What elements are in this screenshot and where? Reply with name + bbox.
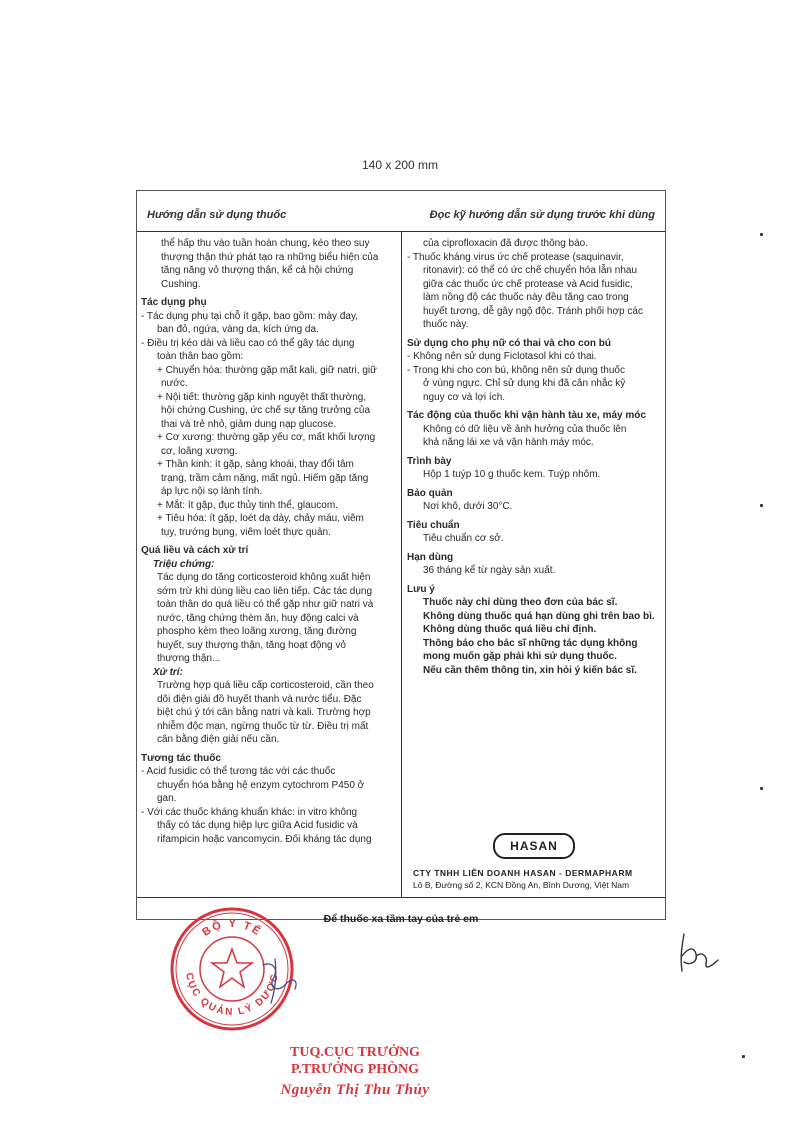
note-line: mong muốn gặp phải khi sử dụng thuốc. bbox=[423, 651, 617, 662]
text-line: + Chuyển hóa: thường gặp mất kali, giữ natri, giữ bbox=[157, 364, 377, 376]
company-info bbox=[413, 867, 663, 891]
leaflet-panel bbox=[136, 190, 666, 925]
text-line: - Tác dụng phụ tại chỗ ít gặp, bao gồm: mày đay, bbox=[141, 310, 358, 322]
overdose-title: Quá liều và cách xử trí bbox=[141, 545, 249, 556]
expiry-title: Hạn dùng bbox=[407, 551, 454, 563]
text-line: + Cơ xương: thường gặp yếu cơ, mất khối lượng bbox=[157, 432, 376, 443]
text-line: ritonavir): có thể có ức chế chuyển hóa lẫn nhau bbox=[423, 265, 638, 276]
text-line: toàn thân bao gồm: bbox=[157, 351, 244, 362]
seal-signature bbox=[255, 955, 315, 1005]
intro-line: thượng thận thứ phát tạo ra những biểu hiện của bbox=[161, 251, 379, 263]
text-line: ở vùng ngực. Chỉ sử dụng khi đã cân nhắc kỹ bbox=[423, 378, 626, 389]
text-line: ban đỏ, ngứa, vàng da, kích ứng da. bbox=[157, 324, 319, 335]
expiry-text: 36 tháng kể từ ngày sản xuất. bbox=[423, 565, 556, 576]
text-line: áp lực nội sọ lành tính. bbox=[161, 486, 263, 497]
text-line: Tác dụng do tăng corticosteroid không xuất hiện bbox=[157, 572, 371, 583]
company-name: CTY TNHH LIÊN DOANH HASAN - DERMAPHARM bbox=[413, 868, 633, 878]
seal-text-bottom: CỤC QUẢN LÝ DƯỢC bbox=[183, 971, 281, 1019]
packaging-title: Trình bày bbox=[407, 455, 452, 467]
right-column bbox=[407, 237, 661, 677]
text-line: + Mắt: ít gặp, đục thủy tinh thể, glaucom. bbox=[157, 499, 338, 511]
note-line: Không dùng thuốc quá hạn dùng ghi trên bao bì. bbox=[423, 610, 655, 622]
text-line: dõi điện giải đồ huyết thanh và nước tiểu. Đặc bbox=[157, 693, 362, 705]
text-line: thuốc này. bbox=[423, 319, 469, 330]
standard-text: Tiêu chuẩn cơ sở. bbox=[423, 533, 504, 544]
text-line: biệt chú ý tới cân bằng natri và kali. Trường hợp bbox=[157, 707, 371, 718]
company-address: Lô B, Đường số 2, KCN Đồng An, Bình Dương, Việt Nam bbox=[413, 880, 630, 890]
note-line: Nếu cần thêm thông tin, xin hỏi ý kiến bác sĩ. bbox=[423, 664, 637, 676]
text-line: làm nồng độ các thuốc này đều tăng cao trong bbox=[423, 292, 629, 303]
header-left: Hướng dẫn sử dụng thuốc bbox=[147, 209, 287, 221]
column-divider bbox=[401, 232, 402, 897]
note-line: Thuốc này chỉ dùng theo đơn của bác sĩ. bbox=[423, 597, 618, 608]
pregnancy-title: Sử dụng cho phụ nữ có thai và cho con bú bbox=[407, 337, 611, 349]
text-line: thai và trẻ nhỏ, giảm dung nạp glucose. bbox=[161, 418, 337, 430]
text-line: sớm trừ khi dùng liều cao liên tiếp. Các tác dụng bbox=[157, 585, 373, 597]
official-signature-block bbox=[255, 1045, 455, 1099]
text-line: huyết tương, dễ gây ngộ độc. Tránh phối hợp các bbox=[423, 305, 643, 317]
text-line: + Tiêu hóa: ít gặp, loét dạ dày, chảy máu, viêm bbox=[157, 513, 364, 524]
official-title-2: P.TRƯỞNG PHÒNG bbox=[290, 1062, 420, 1077]
text-line: + Nội tiết: thường gặp kinh nguyệt thất thường, bbox=[157, 391, 367, 403]
packaging-text: Hộp 1 tuýp 10 g thuốc kem. Tuýp nhôm. bbox=[423, 469, 601, 480]
standard-title: Tiêu chuẩn bbox=[407, 519, 460, 531]
scan-speck bbox=[742, 1055, 745, 1058]
scan-speck bbox=[760, 787, 763, 790]
svg-text:BỘ Y TẾ bbox=[200, 918, 264, 939]
scan-speck bbox=[760, 504, 763, 507]
header-right: Đọc kỹ hướng dẫn sử dụng trước khi dùng bbox=[429, 209, 655, 221]
interactions-title: Tương tác thuốc bbox=[141, 752, 221, 764]
text-line: gan. bbox=[157, 793, 177, 804]
text-line: nhiễm độc mạn, ngừng thuốc từ từ. Điều trị mất bbox=[157, 720, 369, 732]
seal-text-top: BỘ Y TẾ bbox=[200, 917, 264, 939]
text-line: - Trong khi cho con bú, không nên sử dụng thuốc bbox=[407, 364, 625, 376]
text-line: - Thuốc kháng virus ức chế protease (saquinavir, bbox=[407, 251, 624, 263]
text-line: chuyển hóa bằng hệ enzym cytochrom P450 ở bbox=[157, 779, 365, 791]
note-line: Không dùng thuốc quá liều chỉ định. bbox=[423, 624, 597, 635]
text-line: toàn thân do quá liều có thể gặp như giữ natri và bbox=[157, 599, 374, 610]
text-line: - Điều trị kéo dài và liều cao có thể gây tác dụng bbox=[141, 337, 355, 349]
left-column bbox=[141, 237, 393, 846]
text-line: Không có dữ liệu về ảnh hưởng của thuốc lên bbox=[423, 423, 627, 435]
scan-speck bbox=[760, 233, 763, 236]
text-line: nguy cơ và lợi ích. bbox=[423, 391, 506, 403]
text-line: thượng thận... bbox=[157, 653, 221, 664]
side-effects-title: Tác dụng phụ bbox=[141, 297, 207, 308]
text-line: nước. bbox=[161, 378, 188, 389]
text-line: thấy có tác dụng hiệp lực giữa Acid fusidic và bbox=[157, 820, 358, 831]
text-line: khả năng lái xe và vận hành máy móc. bbox=[423, 437, 594, 448]
text-line: - Acid fusidic có thể tương tác với các thuốc bbox=[141, 766, 336, 777]
text-line: phospho kèm theo loãng xương, tăng đường bbox=[157, 626, 357, 637]
text-line: hội chứng Cushing, ức chế sự tăng trưởng của bbox=[161, 405, 370, 416]
text-line: cơ, loãng xương. bbox=[161, 445, 238, 457]
text-line: + Thần kinh: ít gặp, sảng khoái, thay đổi tâm bbox=[157, 459, 354, 470]
text-line: - Với các thuốc kháng khuẩn khác: in vitro không bbox=[141, 806, 358, 818]
signature-mark bbox=[672, 926, 732, 981]
treatment-title: Xử trí: bbox=[153, 666, 183, 678]
text-line: huyết, suy thượng thận, tăng hoạt động vỏ bbox=[157, 639, 346, 651]
text-line: - Không nên sử dụng Ficlotasol khi có thai. bbox=[407, 351, 597, 362]
driving-title: Tác động của thuốc khi vận hành tàu xe, máy móc bbox=[407, 410, 646, 421]
child-warning: Để thuốc xa tầm tay của trẻ em bbox=[323, 913, 479, 925]
text-line: cân bằng điện giải nếu cần. bbox=[157, 734, 280, 745]
note-line: Thông báo cho bác sĩ những tác dụng không bbox=[423, 637, 638, 649]
official-signer-name: Nguyễn Thị Thu Thủy bbox=[280, 1082, 430, 1098]
symptoms-title: Triệu chứng: bbox=[153, 558, 215, 570]
intro-line: Cushing. bbox=[161, 278, 201, 290]
text-line: tụy, trướng bụng, viêm loét thực quản. bbox=[161, 526, 331, 538]
text-line: rifampicin hoặc vancomycin. Đối kháng tác dụng bbox=[157, 833, 372, 845]
size-label: 140 x 200 mm bbox=[361, 158, 439, 172]
intro-line: tăng năng vỏ thượng thận, kể cả hội chứng bbox=[161, 265, 354, 276]
storage-text: Nơi khô, dưới 30°C. bbox=[423, 501, 513, 512]
intro-line: thể hấp thu vào tuần hoàn chung, kéo theo suy bbox=[161, 238, 370, 249]
storage-title: Bảo quản bbox=[407, 487, 453, 499]
bottom-rule bbox=[137, 897, 665, 898]
text-line: giữa các thuốc ức chế protease và Acid fusidic, bbox=[423, 278, 633, 290]
official-title-1: TUQ.CỤC TRƯỞNG bbox=[290, 1045, 420, 1060]
text-line: nước, tăng chứng thèm ăn, huy động calci và bbox=[157, 612, 359, 624]
hasan-logo: HASAN bbox=[493, 833, 575, 859]
text-line: trạng, trầm cảm nặng, mất ngủ. Hiếm gặp tăng bbox=[161, 472, 369, 484]
text-line: Trường hợp quá liều cấp corticosteroid, cần theo bbox=[157, 680, 374, 691]
text-line: của ciprofloxacin đã được thông báo. bbox=[423, 238, 589, 249]
notes-title: Lưu ý bbox=[407, 583, 435, 595]
